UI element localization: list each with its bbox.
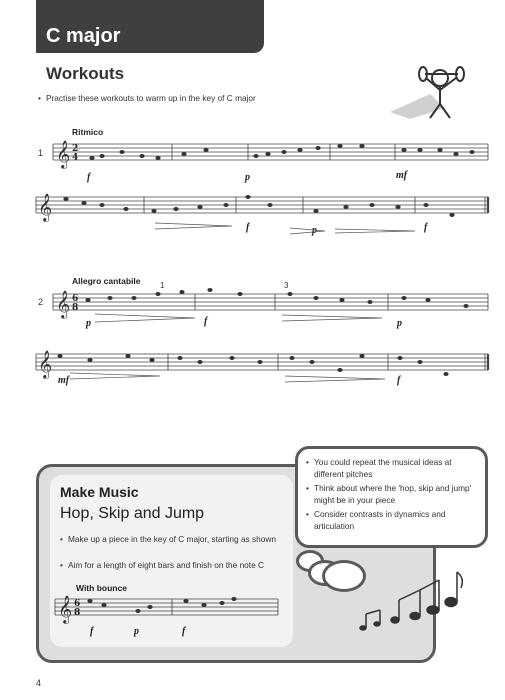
make-music-bullet-2: • Aim for a length of eight bars and finish on the note C: [68, 559, 283, 571]
ex2-dynamic-p2: p: [397, 318, 402, 329]
section-title: C major: [46, 25, 121, 47]
ex1-dynamic-mf: mf: [396, 170, 408, 181]
mm-dynamic-f: f: [90, 626, 94, 637]
make-music-title: Make Music: [60, 484, 139, 500]
time-sig-2-bottom: 8: [72, 303, 79, 313]
make-music-tempo: With bounce: [76, 583, 127, 593]
treble-clef-1: 𝄞: [56, 140, 71, 168]
ex1-dynamic-f2: f: [246, 222, 250, 233]
ex2-dynamic-f: f: [204, 316, 208, 327]
treble-clef-2: 𝄞: [38, 193, 53, 221]
treble-clef-4: 𝄞: [38, 350, 53, 378]
workouts-instruction: • Practise these workouts to warm up in the key of C major: [46, 92, 346, 104]
exercise1-tempo: Ritmico: [72, 127, 104, 137]
ex1-dynamic-f: f: [87, 172, 91, 183]
workouts-heading: Workouts: [46, 64, 125, 83]
ex2-dynamic-p: p: [86, 318, 91, 329]
mm-dynamic-p: p: [134, 626, 139, 637]
ex2-fingering-1: 1: [160, 281, 165, 290]
ex1-dynamic-f3: f: [424, 222, 428, 233]
mm-time-bottom: 8: [74, 608, 81, 618]
exercise1-number: 1: [38, 148, 44, 158]
svg-text:𝄞: 𝄞: [58, 595, 73, 623]
ex2-fingering-3: 3: [284, 281, 289, 290]
ex2-dynamic-mf: mf: [58, 375, 70, 386]
make-music-bullet-1: • Make up a piece in the key of C major, starting as shown: [68, 533, 278, 545]
exercise2-tempo: Allegro cantabile: [72, 276, 141, 286]
time-sig-1-bottom: 4: [72, 153, 79, 163]
mm-dynamic-f2: f: [182, 626, 186, 637]
music-notes-decoration-icon: [355, 568, 465, 638]
tip-3: • Consider contrasts in dynamics and articulation: [314, 508, 474, 532]
tip-2: • Think about where the 'hop, skip and jump' might be in your piece: [314, 482, 474, 506]
mm-time-top: 6: [74, 599, 81, 609]
time-sig-1-top: 2: [72, 144, 79, 154]
page-number: 4: [36, 678, 42, 688]
ex1-dynamic-p: p: [245, 172, 250, 183]
time-sig-2-top: 6: [72, 294, 79, 304]
ex2-dynamic-f2: f: [397, 375, 401, 386]
treble-clef-3: 𝄞: [56, 290, 71, 318]
make-music-subtitle: Hop, Skip and Jump: [60, 505, 205, 522]
ex1-dynamic-p2: p: [312, 225, 317, 236]
tip-1: • You could repeat the musical ideas at different pitches: [314, 456, 474, 480]
exercise2-number: 2: [38, 297, 44, 307]
